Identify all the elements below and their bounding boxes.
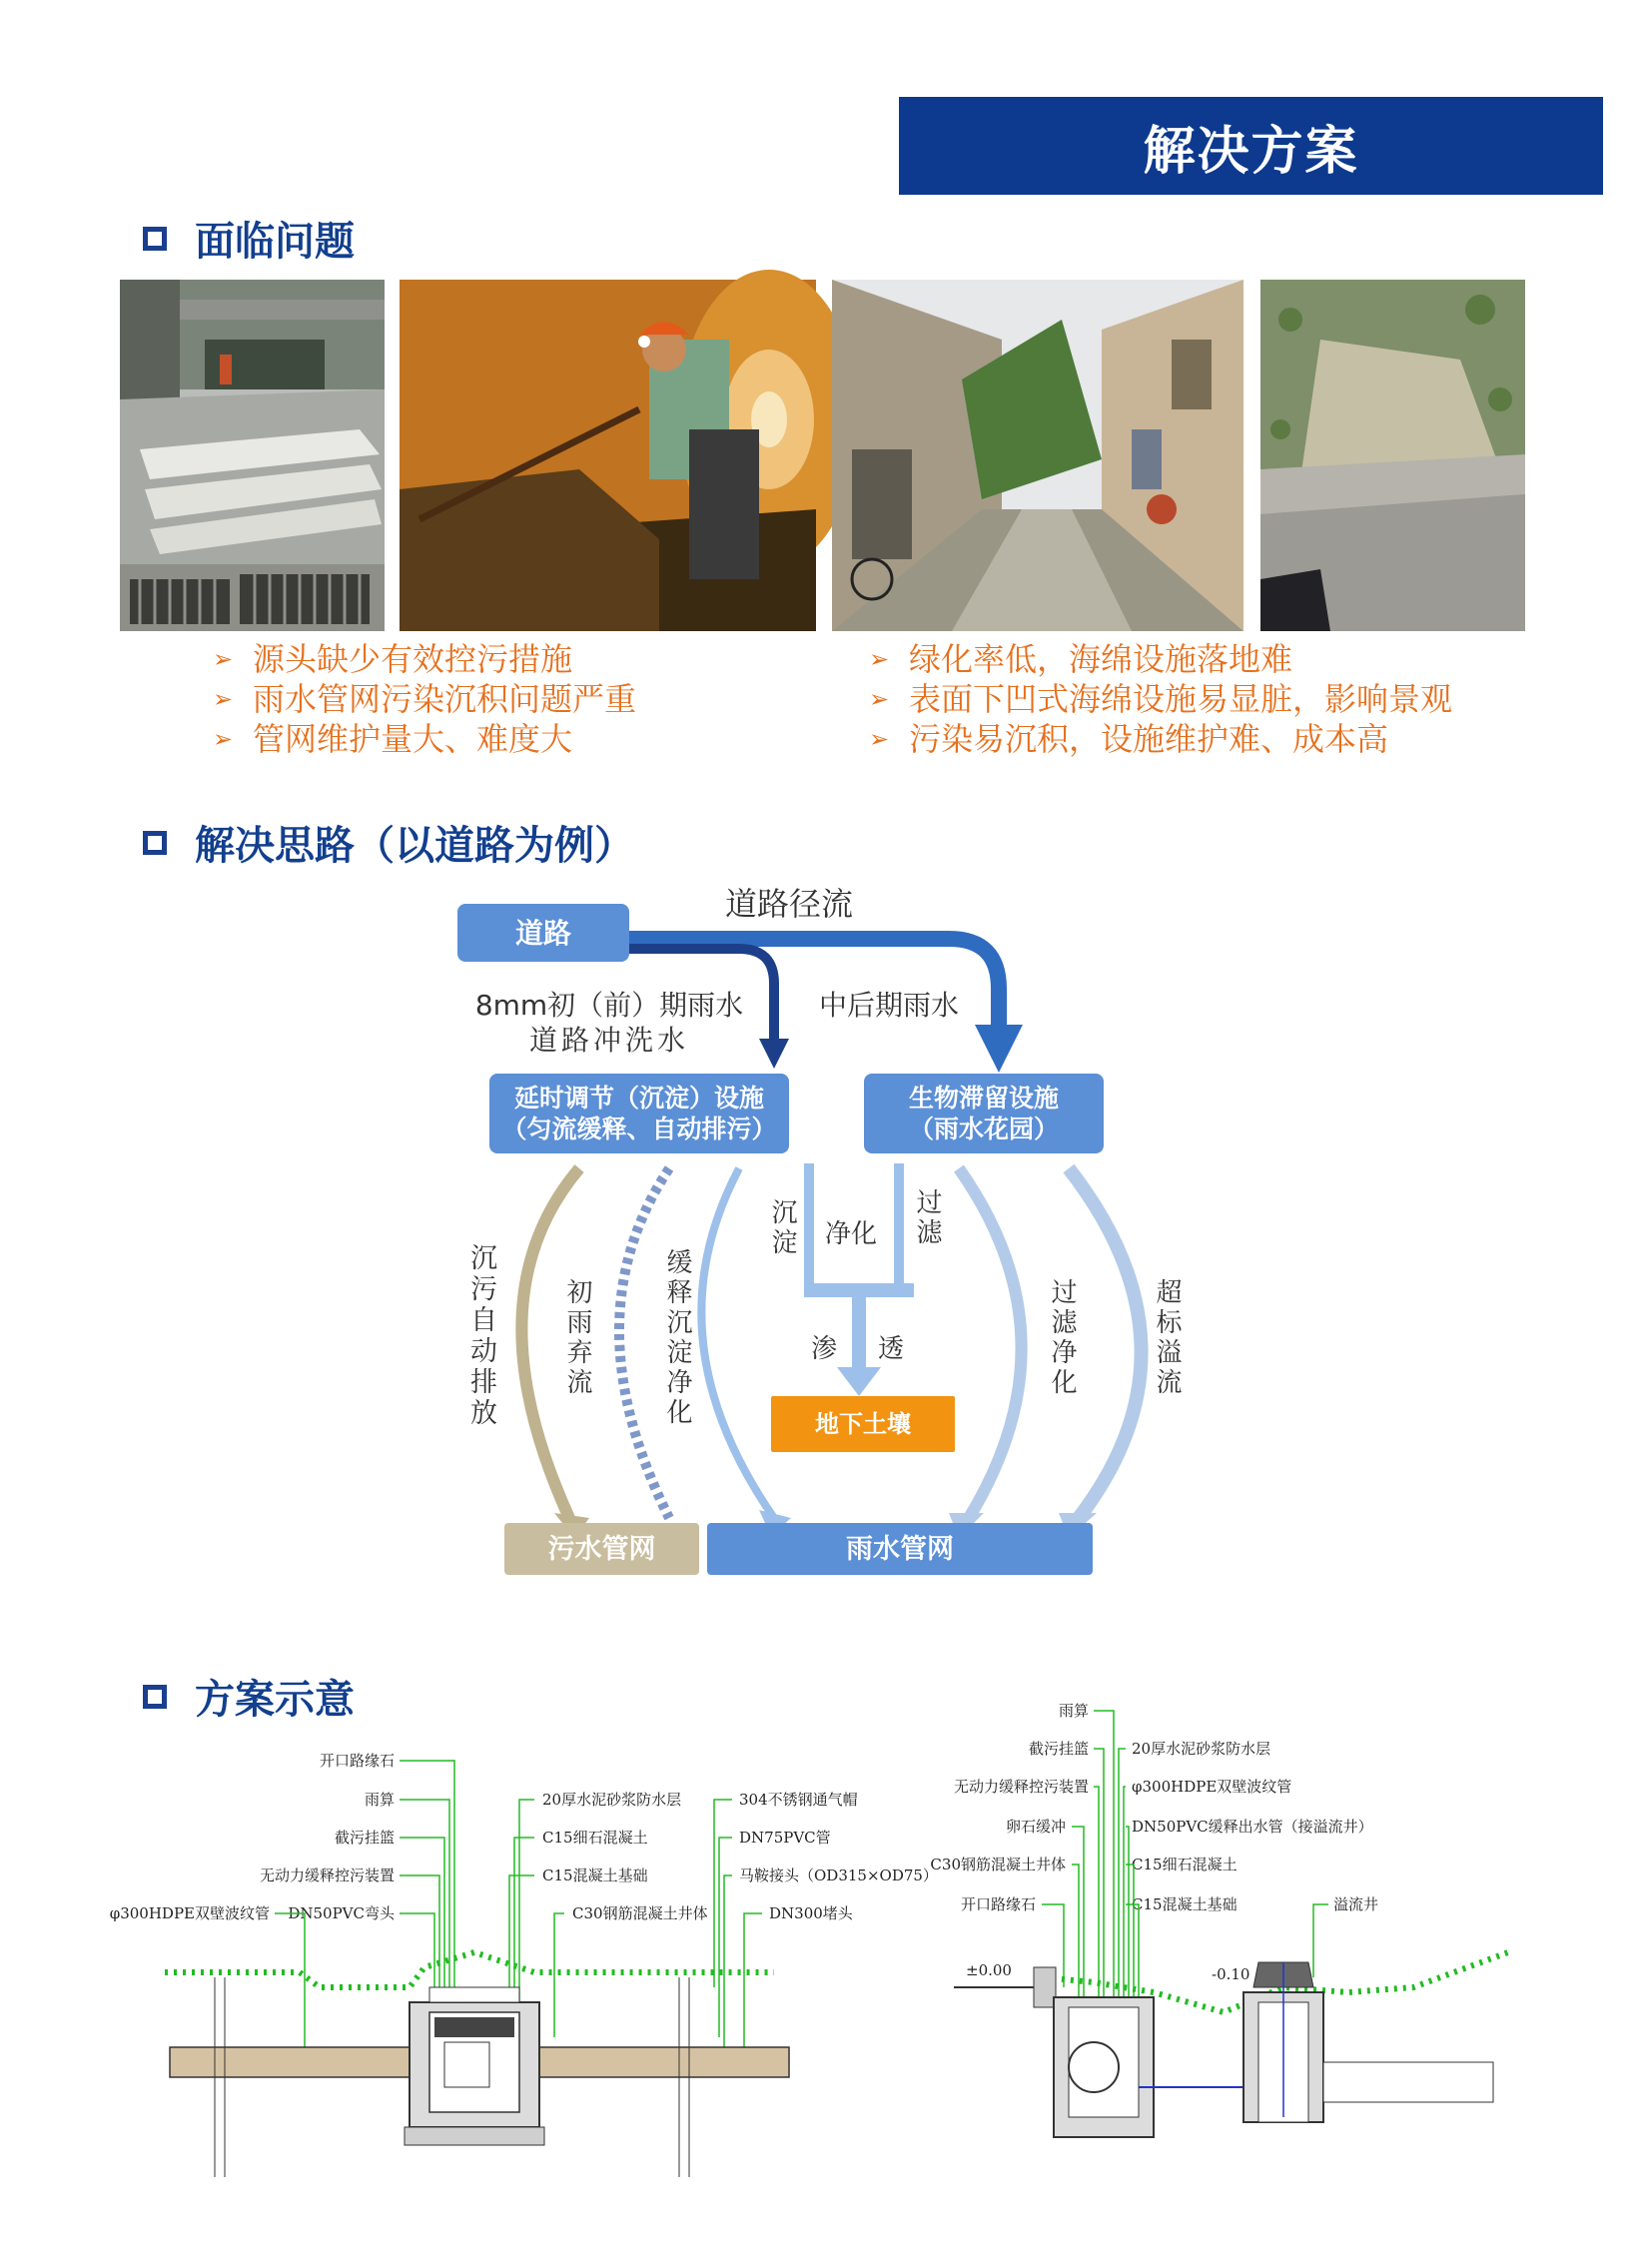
arrow-bullet-icon: ➢ <box>213 685 234 713</box>
section-scheme <box>143 1668 355 1725</box>
cad-label: 雨算 <box>1058 1702 1089 1720</box>
cad-label: C30钢筋混凝土井体 <box>572 1904 708 1922</box>
label-early-rain-1: 8mm初（前）期雨水 <box>474 989 744 1022</box>
list-item: ➢ 管网维护量大、难度大 <box>213 720 573 758</box>
label-first-flush: 初雨弃流 <box>562 1278 592 1398</box>
arrow-bullet-icon: ➢ <box>869 685 890 713</box>
arrow-bullet-icon: ➢ <box>869 645 890 673</box>
cad-label: DN50PVC缓释出水管（接溢流井） <box>1132 1818 1373 1836</box>
label-purify: 净化 <box>824 1219 877 1249</box>
list-item: ➢ 源头缺少有效控污措施 <box>213 640 573 678</box>
cad-label: 截污挂篮 <box>1028 1740 1089 1758</box>
flow-box-soil: 地下土壤 <box>771 1396 955 1452</box>
cad-label: 马鞍接头（OD315×OD75） <box>739 1867 938 1884</box>
cad-label: C30钢筋混凝土井体 <box>930 1856 1066 1873</box>
cad-label: φ300HDPE双壁波纹管 <box>1132 1778 1292 1796</box>
cad-label: 304不锈钢通气帽 <box>739 1791 858 1809</box>
banner-title: 解决方案 <box>899 97 1603 195</box>
list-item: ➢ 绿化率低，海绵设施落地难 <box>869 640 1293 678</box>
label-overflow: 超标溢流 <box>1152 1278 1182 1398</box>
flow-box-bioretention: 生物滞留设施 （雨水花园） <box>864 1074 1104 1153</box>
cad-label: C15细石混凝土 <box>542 1829 648 1847</box>
cad-label: C15混凝土基础 <box>542 1867 648 1884</box>
cad-label: 无动力缓释控污装置 <box>953 1778 1089 1796</box>
cad-label: φ300HDPE双壁波纹管 <box>109 1904 270 1922</box>
cad-label: 截污挂篮 <box>334 1829 395 1847</box>
section-approach-title: 解决思路（以道路为例） <box>195 823 634 869</box>
list-item: ➢ 表面下凹式海绵设施易显脏，影响景观 <box>869 680 1453 718</box>
list-item: ➢ 污染易沉积，设施维护难、成本高 <box>869 720 1389 758</box>
arrow-bullet-icon: ➢ <box>213 645 234 673</box>
cad-label: 20厚水泥砂浆防水层 <box>542 1791 682 1809</box>
flow-box-storm-network: 雨水管网 <box>707 1523 1093 1575</box>
label-road-runoff: 道路径流 <box>724 885 853 923</box>
cad-label: 20厚水泥砂浆防水层 <box>1132 1740 1271 1758</box>
cad-label: C15混凝土基础 <box>1132 1895 1238 1913</box>
cad-label: 卵石缓冲 <box>1005 1818 1066 1836</box>
label-late-rain: 中后期雨水 <box>818 989 959 1022</box>
flow-box-sewage-network: 污水管网 <box>504 1523 699 1575</box>
cad-label: DN300堵头 <box>769 1904 853 1922</box>
arrow-bullet-icon: ➢ <box>213 725 234 753</box>
label-infiltrate-1: 渗 <box>810 1334 837 1364</box>
label-slow-release: 缓释沉淀净化 <box>662 1248 692 1428</box>
flow-box-road: 道路 <box>457 904 629 962</box>
cad-label: DN50PVC弯头 <box>288 1904 395 1922</box>
list-item: ➢ 雨水管网污染沉积问题严重 <box>213 680 637 718</box>
checkbox-square-icon <box>143 1685 167 1709</box>
flow-box-delay-facility: 延时调节（沉淀）设施 （匀流缓释、自动排污） <box>489 1074 789 1153</box>
cad-label: 开口路缘石 <box>319 1752 395 1770</box>
cad-label: C15细石混凝土 <box>1132 1856 1238 1873</box>
label-filter-purify: 过滤净化 <box>1047 1278 1077 1398</box>
arrow-bullet-icon: ➢ <box>869 725 890 753</box>
section-problems-title: 面临问题 <box>195 219 355 265</box>
label-filter: 过滤 <box>912 1188 942 1248</box>
cad-drawing-right <box>930 1688 1553 2137</box>
cad-label: DN75PVC管 <box>739 1829 831 1847</box>
cad-label: 雨算 <box>364 1791 395 1809</box>
label-sewage-discharge: 沉污自动排放 <box>465 1243 496 1429</box>
cad-label: 开口路缘石 <box>960 1895 1036 1913</box>
section-scheme-title: 方案示意 <box>195 1677 355 1723</box>
label-infiltrate-2: 透 <box>877 1334 904 1364</box>
label-settle: 沉淀 <box>767 1198 797 1258</box>
level-mark-right: -0.10 <box>1212 1965 1250 1983</box>
cad-label: 溢流井 <box>1333 1895 1379 1913</box>
cad-label: 无动力缓释控污装置 <box>259 1867 395 1884</box>
cad-drawing-left <box>109 1738 938 2177</box>
label-early-rain-2: 道路冲洗水 <box>528 1024 689 1057</box>
level-mark-left: ±0.00 <box>966 1961 1012 1979</box>
